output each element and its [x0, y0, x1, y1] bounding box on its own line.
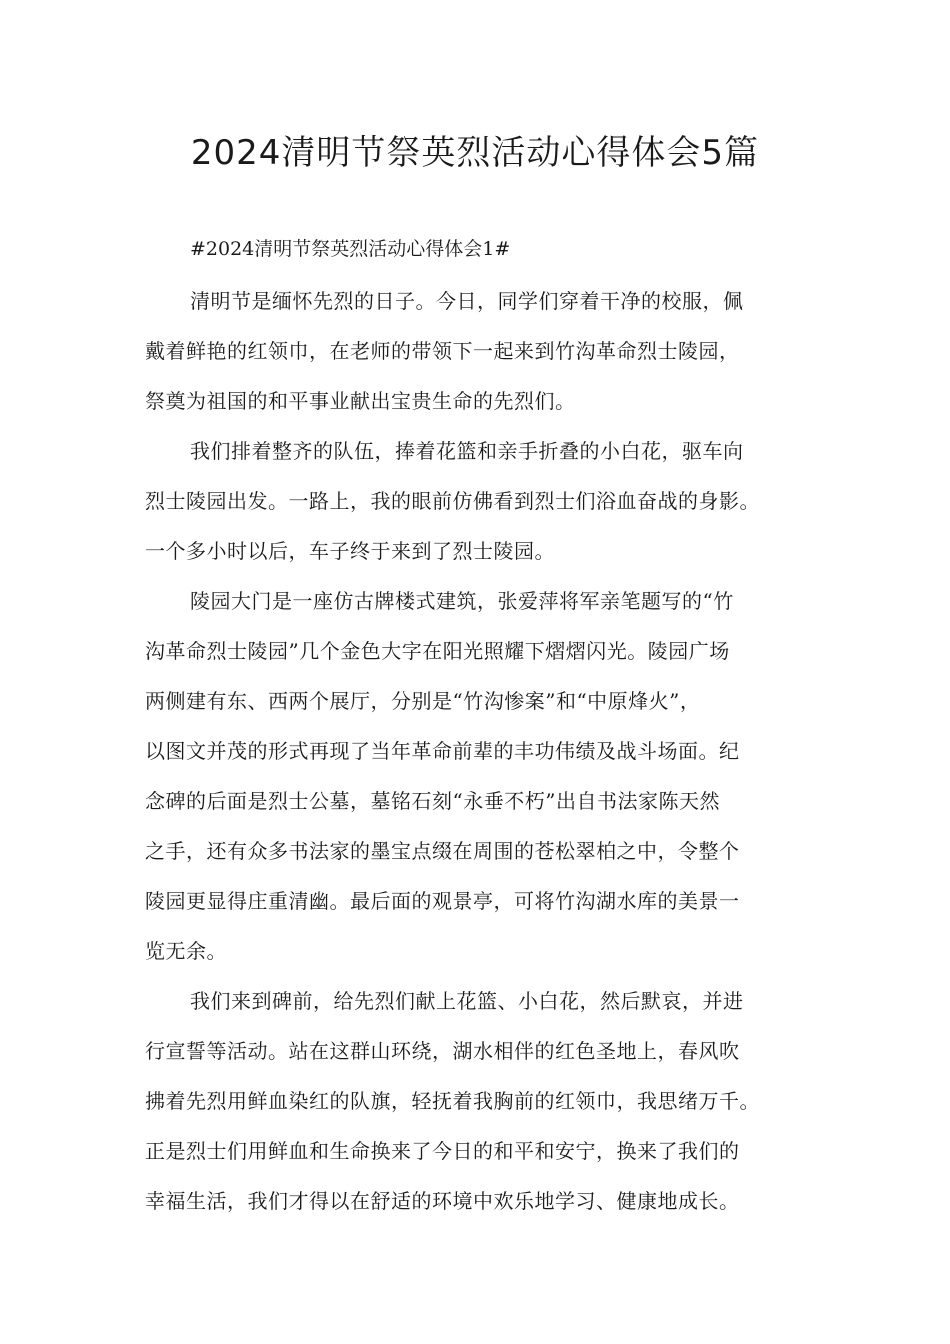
paragraph-line: 两侧建有东、西两个展厅，分别是“竹沟惨案”和“中原烽火”， — [145, 689, 701, 713]
paragraph-line: 烈士陵园出发。一路上，我的眼前仿佛看到烈士们浴血奋战的身影。 — [145, 489, 760, 513]
paragraph-line: 我们排着整齐的队伍，捧着花篮和亲手折叠的小白花，驱车向 — [190, 439, 744, 463]
paragraph-line: 戴着鲜艳的红领巾，在老师的带领下一起来到竹沟革命烈士陵园， — [145, 339, 740, 363]
paragraph-line: 幸福生活，我们才得以在舒适的环境中欢乐地学习、健康地成长。 — [145, 1189, 740, 1213]
paragraph-line: 行宣誓等活动。站在这群山环绕，湖水相伴的红色圣地上，春风吹 — [145, 1039, 740, 1063]
paragraph-line: 之手，还有众多书法家的墨宝点缀在周围的苍松翠柏之中，令整个 — [145, 839, 740, 863]
paragraph-2 — [145, 426, 810, 576]
paragraph-line: 陵园更显得庄重清幽。最后面的观景亭，可将竹沟湖水库的美景一 — [145, 889, 740, 913]
paragraph-line: 一个多小时以后，车子终于来到了烈士陵园。 — [145, 539, 555, 563]
paragraph-line: 清明节是缅怀先烈的日子。今日，同学们穿着干净的校服，佩 — [190, 289, 744, 313]
paragraph-line: 念碑的后面是烈士公墓，墓铭石刻“永垂不朽”出自书法家陈天然 — [145, 789, 720, 813]
paragraph-line: 拂着先烈用鲜血染红的队旗，轻抚着我胸前的红领巾，我思绪万千。 — [145, 1089, 760, 1113]
document-title: 2024清明节祭英烈活动心得体会5篇 — [190, 133, 760, 173]
paragraph-1 — [145, 276, 810, 426]
section-heading: #2024清明节祭英烈活动心得体会1# — [190, 238, 511, 260]
paragraph-line: 以图文并茂的形式再现了当年革命前辈的丰功伟绩及战斗场面。纪 — [145, 739, 740, 763]
paragraph-line: 我们来到碑前，给先烈们献上花篮、小白花，然后默哀，并进 — [190, 989, 744, 1013]
paragraph-line: 正是烈士们用鲜血和生命换来了今日的和平和安宁，换来了我们的 — [145, 1139, 740, 1163]
paragraph-4 — [145, 976, 810, 1226]
paragraph-3 — [145, 576, 810, 976]
paragraph-line: 览无余。 — [145, 939, 227, 963]
paragraph-line: 祭奠为祖国的和平事业献出宝贵生命的先烈们。 — [145, 389, 576, 413]
paragraph-line: 沟革命烈士陵园”几个金色大字在阳光照耀下熠熠闪光。陵园广场 — [145, 639, 730, 663]
paragraph-line: 陵园大门是一座仿古牌楼式建筑，张爱萍将军亲笔题写的“竹 — [190, 589, 734, 613]
